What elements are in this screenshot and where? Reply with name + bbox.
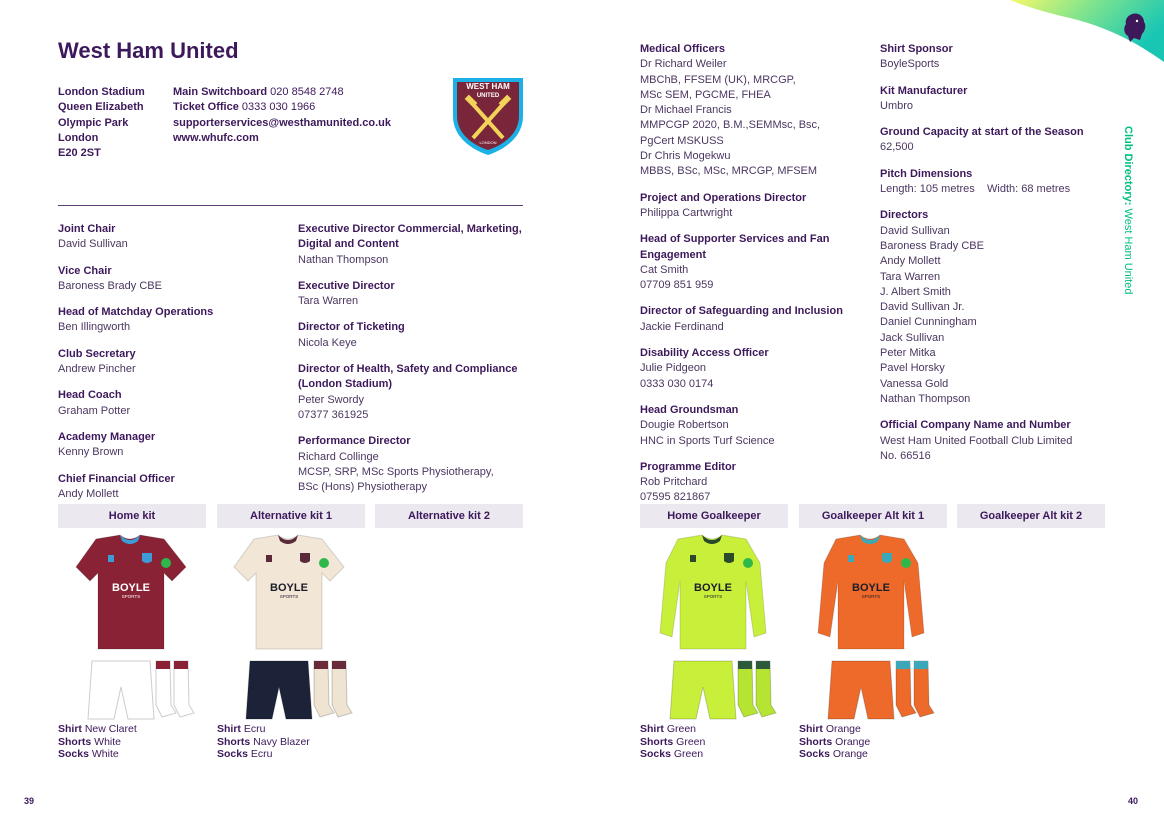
directory-entry [880,418,1110,464]
sponsor-text: BOYLE [112,582,150,594]
entry-title: Head of Supporter Services and Fan Engagement [640,233,830,261]
kit-sock [314,661,334,717]
kit-shorts [670,661,736,719]
entry-title: Director of Safeguarding and Inclusion [640,305,843,318]
kit-field-value: White [88,748,119,761]
directory-entry [58,305,288,336]
club-badge-icon [882,553,892,563]
directory-entry [58,430,288,461]
entry-value: BoyleSports [880,58,940,71]
club-contacts [173,85,391,146]
entry-title: Academy Manager [58,430,156,443]
kit-field-label: Socks [640,748,671,761]
entry-value: Nicola Keye [298,336,357,349]
kit-field-label: Shirt [640,723,664,735]
entry-value: Dr Michael Francis [640,104,732,117]
kit-label-home-goalkeeper: Home Goalkeeper [640,504,788,528]
kit-sock [156,661,176,717]
entry-value: Kenny Brown [58,446,124,459]
kit-desc-line [640,736,705,749]
entry-value: HNC in Sports Turf Science [640,434,775,447]
sponsor-subtext: SPORTS [279,594,299,599]
entry-title: Executive Director [298,279,395,292]
entry-title: Head Groundsman [640,403,739,416]
kit-desc-line [799,736,870,749]
entry-value: David Sullivan [880,224,950,237]
entry-title: Director of Ticketing [298,321,405,334]
kit-desc-line [799,723,870,736]
entry-value: Nathan Thompson [298,253,389,266]
club-badge-icon [300,553,310,563]
entry-value: Tara Warren [298,295,359,308]
kit-illustration [226,533,356,723]
sponsor-text: BOYLE [852,582,890,594]
kit-figure-alt-1 [226,533,356,723]
entry-title: Disability Access Officer [640,347,769,360]
entry-title: Head of Matchday Operations [58,306,214,319]
entry-title: Vice Chair [58,264,112,277]
entry-title: Official Company Name and Number [880,419,1071,432]
kit-field-value: Green [663,723,697,735]
address-line: Olympic Park [58,116,129,129]
contact-value: 020 8548 2748 [267,86,344,98]
kit-illustration [68,533,198,723]
kit-figure-home-goalkeeper [650,533,780,723]
entry-value: Julie Pidgeon [640,362,707,375]
contact-line [173,85,391,100]
entry-value: BSc (Hons) Physiotherapy [298,481,427,494]
contact-label: www.whufc.com [173,131,259,144]
kit-shorts [88,661,154,719]
kit-desc-line [799,748,870,761]
sponsor-subtext: SPORTS [861,594,881,599]
entry-title: Project and Operations Director [640,191,807,204]
entry-value: MCSP, SRP, MSc Sports Physiotherapy, [298,465,494,478]
kit-sock-band [914,661,928,669]
kit-figure-goalkeeper-alt-1 [808,533,938,723]
kit-field-label: Socks [799,748,830,761]
kit-shorts [246,661,312,719]
club-badge-icon [724,553,734,563]
umbro-logo-icon [266,555,272,562]
directory-entry [880,125,1110,156]
entry-title: Pitch Dimensions [880,167,973,180]
entry-value: MSc SEM, PGCME, FHEA [640,88,771,101]
directory-entry [58,264,288,295]
kit-field-value: Ecru [240,723,266,735]
kit-field-label: Socks [217,748,248,761]
kit-field-value: Ecru [247,748,273,761]
umbro-logo-icon [848,555,854,562]
side-section-label: Club Directory: West Ham United [1122,126,1134,295]
entry-value: Jack Sullivan [880,331,945,344]
entry-title: Executive Director Commercial, Marketing, Digital and Content [298,223,522,251]
kit-field-value: Orange [822,723,861,735]
kit-desc-line [58,748,137,761]
kit-field-label: Socks [58,748,89,761]
contact-label: Ticket Office [173,101,239,114]
entry-value: Dr Richard Weiler [640,58,727,71]
entry-value: David Sullivan Jr. [880,301,965,314]
directory-entry [640,304,865,335]
directory-entry [640,42,865,180]
kit-illustration [650,533,780,723]
entry-value: Nathan Thompson [880,392,971,405]
kit-field-value: Green [673,735,706,748]
umbro-logo-icon [108,555,114,562]
entry-value: Andrew Pincher [58,363,136,376]
right-column-2 [880,42,1110,475]
entry-value: Philippa Cartwright [640,206,733,219]
kit-desc-line [58,723,137,736]
left-column-2 [298,222,523,506]
kit-sock-band [314,661,328,669]
entry-value: 07595 821867 [640,491,711,504]
entry-value: Baroness Brady CBE [58,279,162,292]
directory-entry [640,232,865,293]
page-number-left: 39 [24,796,35,806]
contact-label: supporterservices@westhamunited.co.uk [173,116,391,129]
address-line: London [58,131,99,144]
directory-entry [640,460,865,506]
entry-value: Vanessa Gold [880,377,949,390]
kit-desc-line [640,723,705,736]
right-column-1 [640,42,865,517]
entry-value: Graham Potter [58,404,131,417]
directory-entry [298,434,523,495]
sponsor-subtext: SPORTS [703,594,723,599]
sponsor-subtext: SPORTS [121,594,141,599]
directory-entry [640,346,865,392]
kit-sock [914,661,934,717]
directory-entry [880,208,1110,407]
kit-sock-band [738,661,752,669]
entry-value: Dr Chris Mogekwu [640,150,731,163]
entry-value: Tara Warren [880,270,941,283]
kit-field-label: Shorts [640,735,674,748]
entry-title: Medical Officers [640,43,725,55]
entry-value: Umbro [880,99,914,112]
entry-title: Shirt Sponsor [880,43,953,55]
contact-line [173,116,391,131]
entry-value: West Ham United Football Club Limited [880,434,1073,447]
address-line: Queen Elizabeth [58,101,144,114]
kit-sock-band [756,661,770,669]
sleeve-patch-icon [901,558,911,568]
entry-value: 62,500 [880,141,914,154]
kit-illustration [808,533,938,723]
entry-value: Daniel Cunningham [880,316,977,329]
kit-sock [174,661,194,717]
entry-value: MBChB, FFSEM (UK), MRCGP, [640,73,796,86]
kit-field-value: White [91,735,122,748]
umbro-logo-icon [690,555,696,562]
entry-title: Director of Health, Safety and Compliance (London Stadium) [298,363,518,391]
entry-value: Pavel Horsky [880,362,945,375]
directory-entry [298,320,523,351]
directory-entry [58,388,288,419]
address-line: E20 2ST [58,147,101,160]
kit-sock [896,661,916,717]
svg-text:WEST HAM: WEST HAM [466,82,510,91]
directory-entry [298,279,523,310]
entry-value: David Sullivan [58,238,128,251]
entry-value: 0333 030 0174 [640,377,714,390]
kit-desc-line [217,748,310,761]
entry-value: MBBS, BSc, MSc, MRCGP, MFSEM [640,165,818,178]
page-number-right: 40 [1128,796,1139,806]
entry-value: Ben Illingworth [58,321,131,334]
entry-value: J. Albert Smith [880,285,951,298]
kit-field-value: Orange [832,735,871,748]
entry-title: Performance Director [298,435,411,448]
kit-sock [332,661,352,717]
entry-value: Cat Smith [640,263,689,276]
directory-entry [880,167,1110,198]
kit-shorts [828,661,894,719]
kit-field-label: Shirt [58,723,82,735]
entry-value: Peter Swordy [298,393,365,406]
entry-title: Head Coach [58,389,122,402]
entry-value: Peter Mitka [880,347,936,360]
entry-value: 07709 851 959 [640,279,714,292]
directory-entry [58,222,288,253]
kit-desc-line [217,723,310,736]
entry-value: Dougie Robertson [640,419,729,432]
kit-label-home: Home kit [58,504,206,528]
kit-field-label: Shorts [799,735,833,748]
entry-value: Richard Collinge [298,450,379,463]
kit-label-alt-1: Alternative kit 1 [217,504,365,528]
kit-sock-band [332,661,346,669]
directory-entry [58,472,288,503]
entry-value: Jackie Ferdinand [640,320,724,333]
directory-entry [298,222,523,268]
directory-entry [640,403,865,449]
kit-sock [738,661,758,717]
sponsor-text: BOYLE [270,582,308,594]
directory-entry [58,347,288,378]
kit-sock-band [156,661,170,669]
contact-label: Main Switchboard [173,86,268,98]
address-line: London Stadium [58,86,145,98]
directory-entry [880,42,1110,73]
kit-sock-band [896,661,910,669]
kit-label-alt-2: Alternative kit 2 [375,504,523,528]
entry-title: Programme Editor [640,460,736,473]
kit-label-goalkeeper-alt-2: Goalkeeper Alt kit 2 [957,504,1105,528]
sponsor-text: BOYLE [694,582,732,594]
directory-entry [880,84,1110,115]
entry-title: Joint Chair [58,223,116,235]
kit-field-label: Shorts [217,735,251,748]
sleeve-patch-icon [319,558,329,568]
entry-value: 07377 361925 [298,408,369,421]
page-title: West Ham United [58,38,239,63]
directory-entry [298,362,523,423]
entry-title: Directors [880,209,929,222]
entry-value: No. 66516 [880,449,931,462]
club-address [58,85,145,161]
entry-value: Length: 105 metres Width: 68 metres [880,183,1071,196]
directory-entry [640,191,865,222]
kit-desc-line [640,748,705,761]
contact-value: 0333 030 1966 [238,101,316,114]
svg-text:UNITED: UNITED [476,93,500,99]
sleeve-patch-icon [743,558,753,568]
kit-desc-home [58,723,137,761]
contact-line [173,131,391,146]
kit-sock-band [174,661,188,669]
entry-value: Andy Mollett [880,255,941,268]
kit-sock [756,661,776,717]
kit-field-value: Navy Blazer [250,735,310,748]
section-divider [58,205,523,206]
entry-value: PgCert MSKUSS [640,134,724,147]
kit-field-value: Green [670,748,704,761]
kit-desc-home-goalkeeper [640,723,705,761]
sleeve-patch-icon [161,558,171,568]
kit-field-label: Shirt [217,723,241,735]
hammers-crest-icon [451,76,525,156]
kit-desc-alt-1 [217,723,310,761]
entry-title: Kit Manufacturer [880,84,968,97]
kit-field-label: Shorts [58,735,92,748]
kit-field-value: Orange [829,748,868,761]
entry-value: Andy Mollett [58,487,119,500]
entry-title: Club Secretary [58,347,136,360]
entry-value: Rob Pritchard [640,476,708,489]
kit-desc-line [217,736,310,749]
contact-line [173,100,391,115]
kit-desc-goalkeeper-alt-1 [799,723,870,761]
entry-title: Ground Capacity at start of the Season [880,126,1084,139]
kit-label-goalkeeper-alt-1: Goalkeeper Alt kit 1 [799,504,947,528]
svg-text:LONDON: LONDON [479,140,497,145]
entry-value: Baroness Brady CBE [880,239,984,252]
kit-field-label: Shirt [799,723,823,735]
kit-desc-line [58,736,137,749]
entry-title: Chief Financial Officer [58,472,175,485]
kit-figure-home [68,533,198,723]
kit-field-value: New Claret [81,723,137,735]
entry-value: MMPCGP 2020, B.M.,SEMMsc, Bsc, [640,119,821,132]
left-column-1 [58,222,288,513]
club-badge-icon [142,553,152,563]
